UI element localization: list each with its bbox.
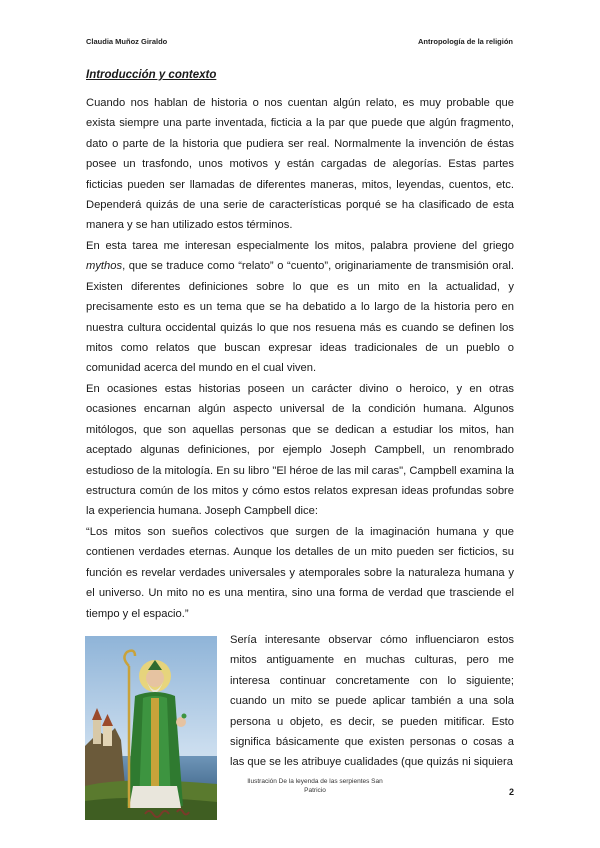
paragraph-intro: Cuando nos hablan de historia o nos cuentan algún relato, es muy probable que exista siempre una parte inventada, ficticia a la par que puede que algún fragmento, dato o parte de la historia que pudiera ser real. Normalmente la invención de éstas posee un trasfondo, unos motivos y están cargadas de alegorías. Estas partes ficticias pueden ser llamadas de diferentes maneras, mitos, leyendas, cuentos, etc. Dependerá quizás de una serie de características porqué se ha clasificado de esta manera y se han utilizado estos términos. <box>86 97 514 232</box>
header-course: Antropología de la religión <box>417 37 513 46</box>
paragraph-mythos-part-b: , que se traduce como “relato” o “cuento”, originariamente de transmisión oral. Existen diferentes definiciones sobre lo que es un mito en la actualidad, y precisamente esto es un tema que se ha debatido a lo largo de la historia pero en nuestra cultura occidental quizás lo que nos resuena más es cuando se definen los mitos como relatos que buscan expresar ideas tradicionales de un pueblo o comunidad acerca del mundo en el cual viven. <box>86 260 514 375</box>
campbell-quote: “Los mitos son sueños colectivos que surgen de la imaginación humana y que contienen verdades eternas. Aunque los detalles de un mito pueden ser ficticios, su función es revelar verdades universales y atemporales sobre la naturaleza humana y el universo. Un mito no es una mentira, sino una forma de verdad que trasciende el tiempo y el espacio.” <box>86 526 514 620</box>
section-title: Introducción y contexto <box>86 69 217 81</box>
paragraph-campbell: En ocasiones estas historias poseen un carácter divino o heroico, y en otras ocasiones encarnan algún aspecto universal de la condición humana. Algunos mitólogos, que son aquellas personas que se dedican a estudiar los mitos, han aceptado algunas definiciones, por ejemplo Joseph Campbell, un renombrado estudioso de la mitología. En su libro "El héroe de las mil caras", Campbell examina la estructura común de los mitos y cómo estos relatos expresan ideas profundas sobre la experiencia humana. Joseph Campbell dice: <box>86 383 514 518</box>
header-author: Claudia Muñoz Giraldo <box>86 37 168 46</box>
page-number: 2 <box>509 787 515 797</box>
figure-caption: Ilustración De la leyenda de las serpientes San Patricio <box>247 778 383 794</box>
saint-patrick-image <box>85 636 217 820</box>
paragraph-mitificar: Sería interesante observar cómo influenciaron estos mitos antiguamente en muchas culturas, pero me interesa continuar concretamente con lo siguiente; cuando un mito se puede aplicar también a una sola persona u objeto, es decir, se pueden mitificar. Esto significa básicamente que existen personas o cosas a las que se les atribuye cualidades (que quizás ni siquiera <box>230 634 514 769</box>
paragraph-mythos <box>86 236 514 379</box>
saint-patrick-illustration <box>85 636 217 820</box>
mythos-term: mythos <box>86 260 123 273</box>
paragraph-mythos-part-a: En esta tarea me interesan especialmente los mitos, palabra proviene del griego <box>86 240 514 252</box>
